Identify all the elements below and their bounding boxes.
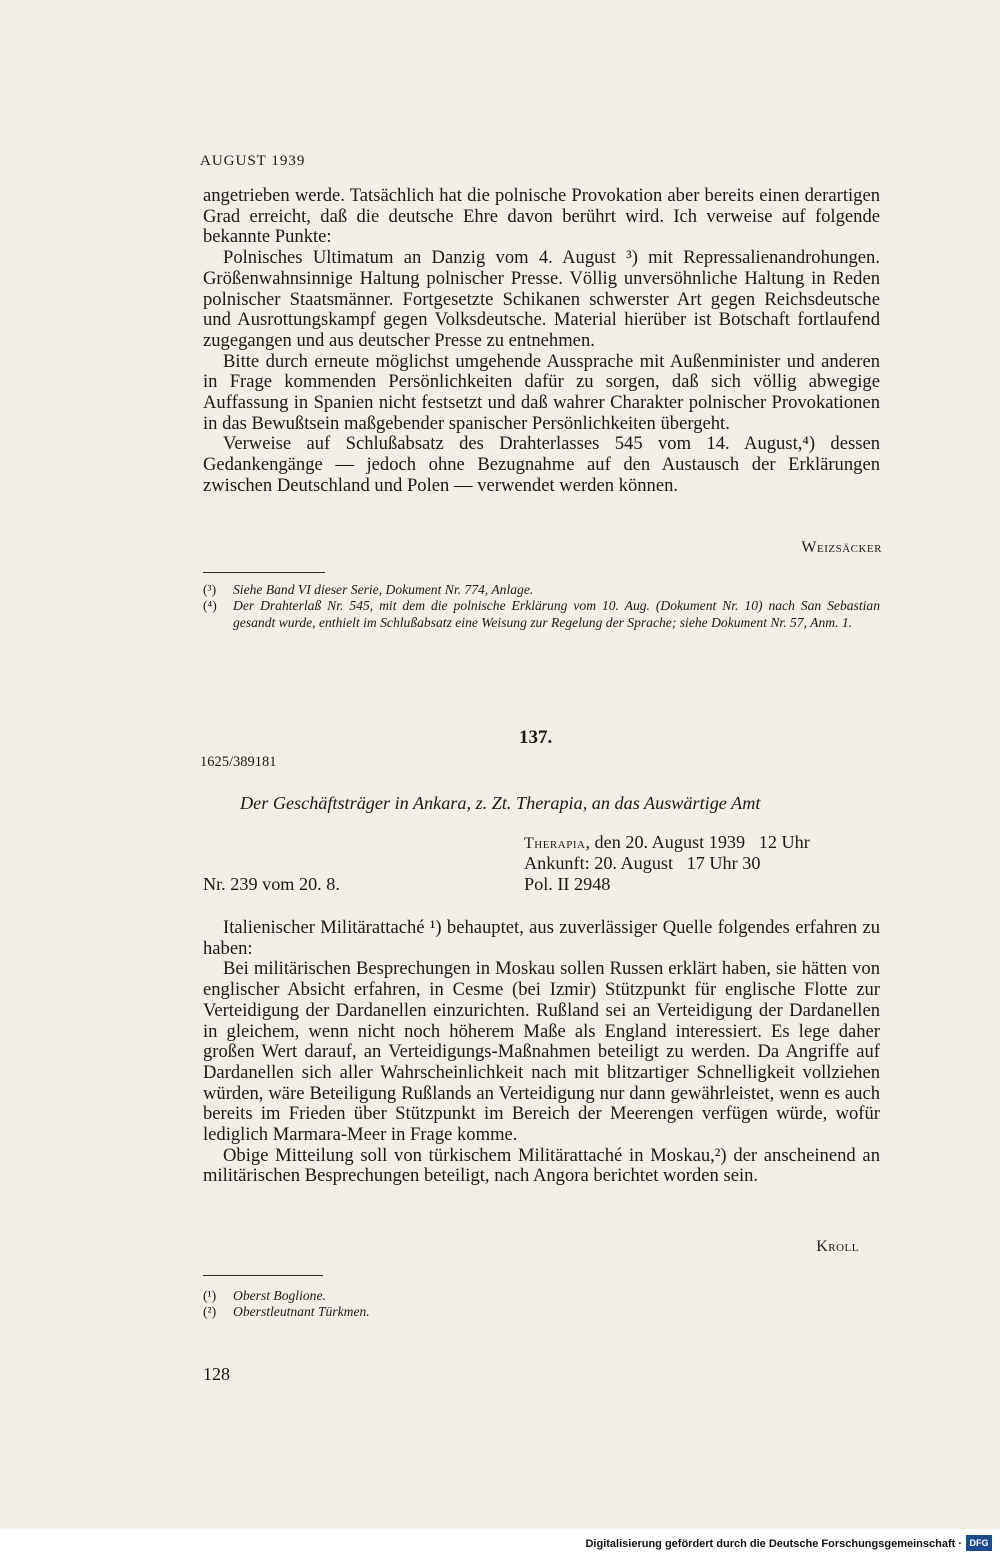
footnote-text: Der Drahterlaß Nr. 545, mit dem die polnische Erklärung vom 10. Aug. (Dokument Nr. 10) nach San Sebastian gesandt wurde, enthielt im Schlußabsatz eine Weisung zur Regelung der Sprache; siehe Dokument Nr. 57, Anm. 1. <box>233 598 880 630</box>
file-reference: Pol. II 2948 <box>524 874 611 894</box>
footnote-text: Oberst Boglione. <box>233 1288 326 1303</box>
document-title: Der Geschäftsträger in Ankara, z. Zt. Therapia, an das Auswärtige Amt <box>240 793 761 813</box>
page-number: 128 <box>203 1364 230 1384</box>
footnote-number: (¹) <box>203 1288 217 1303</box>
doc1-paragraph: Polnisches Ultimatum an Danzig vom 4. August ³) mit Repressalienandrohungen. Größenwahnsinnige Haltung polnischer Presse. Völlig unversöhnliche Haltung in Reden polnischer Staatsmänner. Fortgesetzte Schikanen schwerster Art gegen Reichsdeutsche und Ausrottungskampf gegen Volksdeutsche. Material hierüber ist Botschaft fortlaufend zugegangen und aus deutscher Presse zu entnehmen. <box>203 247 880 351</box>
doc1-footnotes <box>203 582 880 631</box>
doc2-signature: Kroll <box>816 1238 859 1255</box>
footnote <box>203 1288 880 1304</box>
dateline-date: , den 20. August 1939 12 Uhr <box>585 832 810 852</box>
doc1-paragraph: angetrieben werde. Tatsächlich hat die polnische Provokation aber bereits einen derartigen Grad erreicht, daß die deutsche Ehre davon berührt wird. Ich verweise auf folgende bekannte Punkte: <box>203 185 880 248</box>
footnote-rule <box>203 1275 323 1276</box>
doc1-body <box>203 186 880 497</box>
footer-credit: Digitalisierung gefördert durch die Deutsche Forschungsgemeinschaft · <box>585 1538 962 1550</box>
footnote-text: Siehe Band VI dieser Serie, Dokument Nr. 774, Anlage. <box>233 582 534 597</box>
doc2-paragraph: Obige Mitteilung soll von türkischem Militärattaché in Moskau,²) der anscheinend an militärischen Besprechungen beteiligt, nach Angora berichtet worden sein. <box>203 1144 880 1187</box>
dateline <box>524 832 810 854</box>
doc1-signature: Weizsäcker <box>801 539 882 556</box>
footnote <box>203 582 880 598</box>
footnote-rule <box>203 572 325 573</box>
doc2-paragraph: Bei militärischen Besprechungen in Moskau sollen Russen erklärt haben, sie hätten von englischer Absicht erfahren, in Cesme (bei Izmir) Stützpunkt für englische Flotte zur Verteidigung der Dardanellen einzurichten. Rußland sei an Verteidigung der Dardanellen in gleichem, wenn nicht noch höherem Maße als England interessiert. Es lege daher großen Wert darauf, an Verteidigungs-Maßnahmen beteiligt zu werden. Da Angriffe auf Dardanellen sich aller Wahrscheinlichkeit nach mit blitzartiger Schnelligkeit vollziehen würden, wäre Beteiligung Rußlands an Verteidigung nur dann gewährleistet, wenn es auch bereits im Frieden über Stützpunkt im Bereich der Meerengen verfügen würde, wofür lediglich Marmara-Meer in Frage komme. <box>203 958 880 1146</box>
doc2-footnotes <box>203 1288 880 1321</box>
footnote-number: (⁴) <box>203 598 217 614</box>
footnote <box>203 598 880 631</box>
footnote <box>203 1304 880 1320</box>
arrival-line: Ankunft: 20. August 17 Uhr 30 <box>524 853 761 873</box>
running-head: AUGUST 1939 <box>200 153 306 169</box>
telegram-number: Nr. 239 vom 20. 8. <box>203 874 340 894</box>
dateline-place: Therapia <box>524 835 586 852</box>
film-reference: 1625/389181 <box>200 754 277 770</box>
doc1-paragraph: Verweise auf Schlußabsatz des Drahterlasses 545 vom 14. August,⁴) dessen Gedankengänge — jedoch ohne Bezugnahme auf den Austausch der Erklärungen zwischen Deutschland und Polen — verwendet werden können. <box>203 433 880 496</box>
document-number: 137. <box>519 727 553 748</box>
doc2-paragraph: Italienischer Militärattaché ¹) behauptet, aus zuverlässiger Quelle folgendes erfahren zu haben: <box>203 917 880 959</box>
footnote-number: (³) <box>203 582 217 597</box>
dfg-logo-icon: DFG <box>966 1535 992 1551</box>
footnote-text: Oberstleutnant Türkmen. <box>233 1304 370 1320</box>
footnote-number: (²) <box>203 1304 217 1320</box>
doc2-body <box>203 918 880 1187</box>
doc1-paragraph: Bitte durch erneute möglichst umgehende Aussprache mit Außenminister und anderen in Frage kommenden Persönlichkeiten dafür zu sorgen, daß sich völlig abwegige Auffassung in Spanien nicht festsetzt und daß wahrer Charakter polnischer Provokationen in das Bewußtsein maßgebender spanischer Persönlichkeiten übergeht. <box>203 350 880 434</box>
